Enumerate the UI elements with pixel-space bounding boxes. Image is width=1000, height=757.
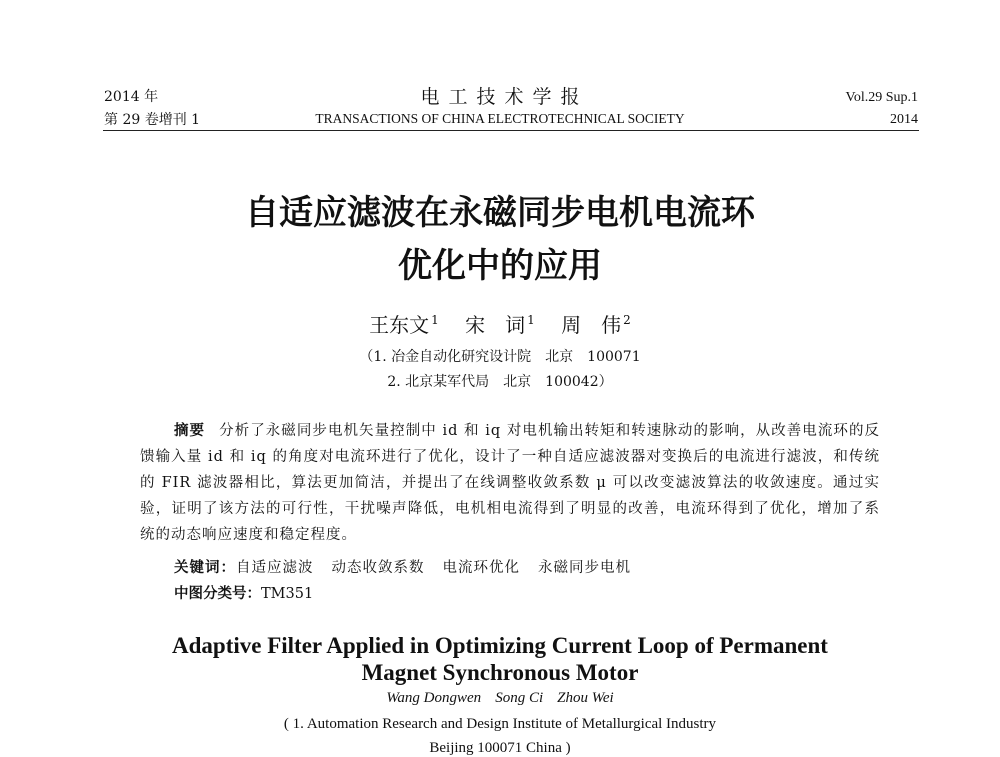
- author: 宋 词 $^1$: [465, 313, 535, 337]
- keyword: 永磁同步电机: [538, 560, 631, 576]
- header-year: 2014 年: [104, 89, 159, 105]
- paper-title-cn-line2: 优化中的应用: [398, 246, 602, 286]
- journal-title-cn: 电工技术学报: [420, 86, 589, 108]
- keywords-label: 关键词：: [174, 560, 236, 576]
- affiliation-en-line1: ( 1. Automation Research and Design Institute of Metallurgical Industry: [283, 716, 717, 732]
- author-en: Wang Dongwen: [386, 690, 482, 706]
- author-en: Zhou Wei: [557, 690, 614, 706]
- header-volume-issue: 第 29 卷增刊 1: [104, 112, 201, 128]
- author: 王东文 $^1$: [369, 313, 439, 337]
- journal-title-en: TRANSACTIONS OF CHINA ELECTROTECHNICAL SOCIETY: [315, 111, 685, 126]
- abstract: [140, 418, 880, 548]
- author-list-cn: [0, 309, 1000, 338]
- classification-value: TM351: [261, 586, 314, 602]
- abstract-label: 摘要: [174, 423, 206, 439]
- keyword: 自适应滤波: [236, 560, 314, 576]
- author: 周 伟 $^2$: [561, 313, 631, 337]
- classification: [174, 582, 313, 603]
- affiliation-cn-line1: （1. 冶金自动化研究设计院 北京 100071: [359, 349, 641, 365]
- keyword: 电流环优化: [442, 560, 520, 576]
- paper-title-en-line2: Magnet Synchronous Motor: [361, 660, 639, 685]
- affiliation-en-line2: Beijing 100071 China ): [429, 740, 571, 756]
- header-year-right: 2014: [890, 112, 918, 127]
- keyword: 动态收敛系数: [331, 560, 425, 576]
- keywords: [174, 556, 649, 577]
- classification-label: 中图分类号：: [174, 586, 261, 602]
- abstract-text: 分析了永磁同步电机矢量控制中 id 和 iq 对电机输出转矩和转速脉动的影响，从改善电流环的反馈输入量 id 和 iq 的角度对电流环进行了优化，设计了一种自适应滤波器对变换后的电流进行滤波，和传统的 FIR 滤波器相比，算法更加简洁，并提出了在线调整收敛系数 μ 可以改变滤波算法的收敛速度。通过实验，证明了该方法的可行性，干扰噪声降低，电机相电流得到了明显的改善，电流环得到了优化，增加了系统的动态响应速度和稳定程度。: [140, 423, 880, 543]
- author-en: Song Ci: [495, 690, 544, 706]
- paper-title-en-line1: Adaptive Filter Applied in Optimizing Current Loop of Permanent: [172, 633, 828, 658]
- affiliation-cn-line2: 2. 北京某军代局 北京 100042）: [387, 374, 613, 390]
- author-list-en: [0, 690, 1000, 707]
- header-rule: [103, 130, 919, 131]
- header-vol-sup: Vol.29 Sup.1: [845, 90, 918, 105]
- paper-title-cn-line1: 自适应滤波在永磁同步电机电流环: [245, 193, 755, 233]
